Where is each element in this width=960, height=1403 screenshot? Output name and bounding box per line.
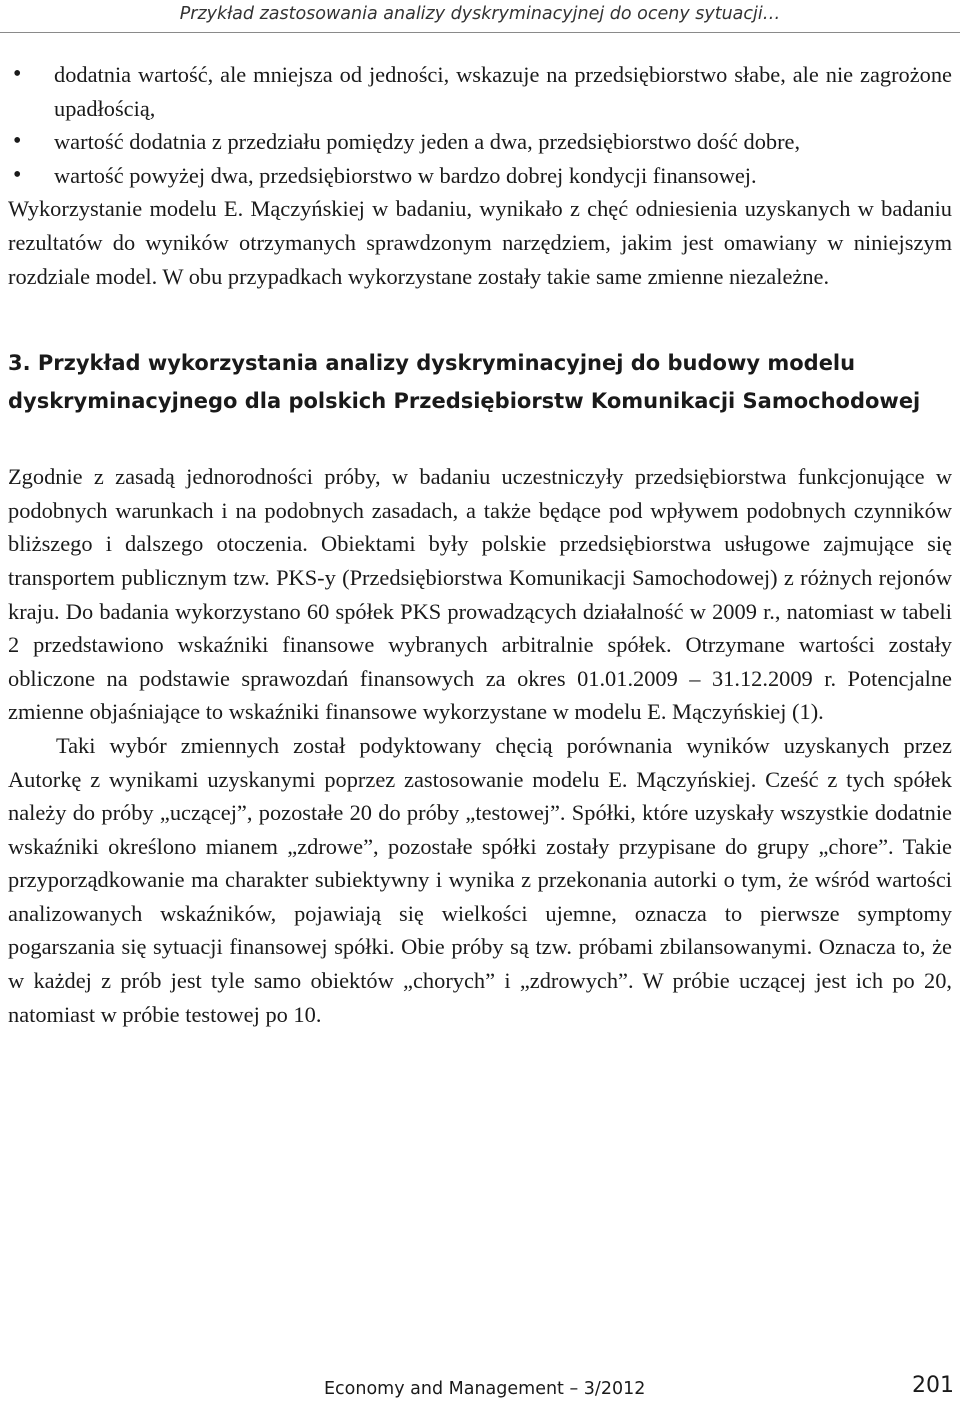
bullet-item: • dodatnia wartość, ale mniejsza od jedności, wskazuje na przedsiębiorstwo słabe, ale nie zagrożone upadłością, [8, 58, 952, 125]
bullet-item: • wartość powyżej dwa, przedsiębiorstwo w bardzo dobrej kondycji finansowej. [8, 159, 952, 193]
running-title: Przykład zastosowania analizy dyskryminacyjnej do oceny sytuacji… [179, 4, 781, 24]
body-paragraph: Taki wybór zmiennych został podyktowany chęcią porównania wyników uzyskanych przez Autorkę z wynikami uzyskanymi poprzez zastosowanie modelu E. Mączyńskiej. Cześć z tych spółek należy do próby „uczącej”, pozostałe 20 do próby „testowej”. Spółki, które uzyskały wszystkie dodatnie wskaźniki określono mianem „zdrowe”, pozostałe spółki zostały przypisane do grupy „chore”. Takie przyporządkowanie ma charakter subiektywny i wynika z przekonania autorki o tym, że wśród wartości analizowanych wskaźników, pojawiają się wielkości ujemne, oznacza to pierwsze symptomy pogarszania się sytuacji finansowej spółki. Obie próby są tzw. próbami zbilansowanymi. Oznacza to, że w każdej z prób jest tyle samo obiektów „chorych” i „zdrowych”. W próbie uczącej jest ich po 20, natomiast w próbie testowej po 10. [8, 732, 952, 1027]
body-paragraph: Wykorzystanie modelu E. Mączyńskiej w badaniu, wynikało z chęć odniesienia uzyskanych w badaniu rezultatów do wyników otrzymanych sprawdzonym narzędziem, jakim jest omawiany w niniejszym rozdziale model. W obu przypadkach wykorzystane zostały takie same zmienne niezależne. [8, 196, 952, 289]
header-rule [0, 32, 960, 33]
journal-name: Economy and Management – 3/2012 [324, 1379, 646, 1399]
page-content [8, 58, 952, 1031]
section-heading: 3. Przykład wykorzystania analizy dyskryminacyjnej do budowy modelu dyskryminacyjnego dla polskich Przedsiębiorstw Komunikacji Samochodowej [8, 351, 921, 414]
page-number: 201 [912, 1373, 954, 1398]
body-paragraph: Zgodnie z zasadą jednorodności próby, w badaniu uczestniczyły przedsiębiorstwa funkcjonujące w podobnych warunkach i na podobnych zasadach, a także będące pod wpływem podobnych czynników bliższego i dalszego otoczenia. Obiektami były polskie przedsiębiorstwa usługowe zajmujące się transportem publicznym tzw. PKS-y (Przedsiębiorstwa Komunikacji Samochodowej) z różnych rejonów kraju. Do badania wykorzystano 60 spółek PKS prowadzących działalność w 2009 r., natomiast w tabeli 2 przedstawiono wskaźniki finansowe wybranych arbitralnie spółek. Otrzymane wartości zostały obliczone na podstawie sprawozdań finansowych za okres 01.01.2009 – 31.12.2009 r. Potencjalne zmienne objaśniające to wskaźniki finansowe wykorzystane w modelu E. Mączyńskiej (1). [8, 464, 952, 725]
bullet-item: • wartość dodatnia z przedziału pomiędzy jeden a dwa, przedsiębiorstwo dość dobre, [8, 125, 952, 159]
bullet-list [8, 58, 952, 192]
